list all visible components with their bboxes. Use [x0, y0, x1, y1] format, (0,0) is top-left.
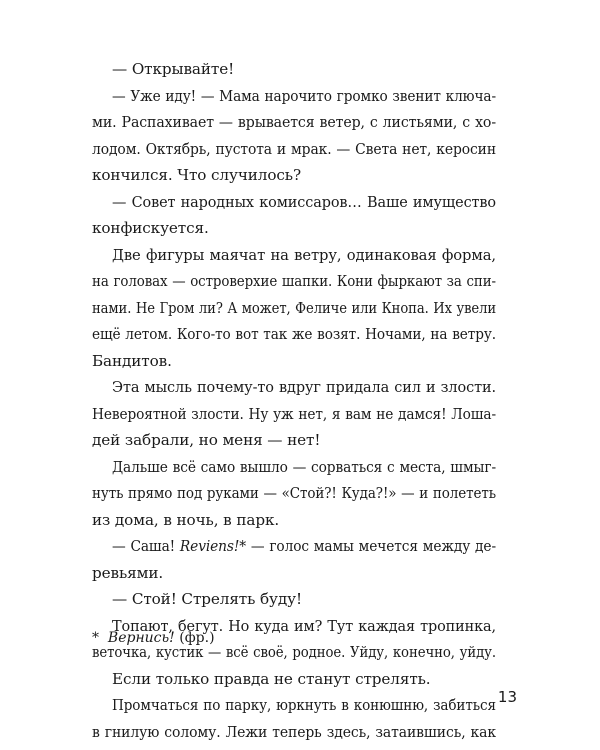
text-line: кончился. Что случилось? — [92, 166, 301, 184]
text-line: Эта мысль почему-то вдруг придала сил и злости. — [112, 378, 497, 396]
text-line: конфискуется. — [92, 219, 209, 237]
text-line: Бандитов. — [92, 351, 172, 370]
text-line: ревьями. — [92, 563, 164, 582]
text-line: Если только правда не станут стрелять. — [112, 669, 431, 688]
text-line: ещё летом. Кого-то вот так же возят. Ночами, на ветру. — [92, 325, 496, 343]
text-line: лодом. Октябрь, пустота и мрак. — Света нет, керосин — [92, 139, 496, 158]
text-line: дей забрали, но меня — нет! — [92, 431, 321, 449]
text-line: нуть прямо под руками — «Стой?! Куда?!» — и полететь — [92, 484, 496, 502]
text-line: нами. Не Гром ли? А может, Феличе или Кнопа. Их увели — [92, 298, 497, 317]
text-line: — Открывайте! — [112, 60, 235, 78]
text-line: — Уже иду! — Мама нарочито громко звенит ключа- — [112, 86, 497, 105]
text-segment: — Саша! — [112, 537, 180, 555]
text-line: — Совет народных комиссаров… Ваше имущество — [112, 192, 496, 211]
text-line: Топают, бегут. Но куда им? Тут каждая тропинка, — [112, 616, 497, 635]
text-line: из дома, в ночь, в парк. — [92, 510, 280, 529]
text-line: Дальше всё само вышло — сорваться с места, шмыг- — [112, 457, 497, 476]
text-line — [112, 533, 496, 560]
text-line: Две фигуры маячат на ветру, одинаковая форма, — [112, 245, 496, 264]
text-line: Промчаться по парку, юркнуть в конюшню, забиться — [112, 696, 497, 714]
text-line: веточка, кустик — всё своё, родное. Уйду, конечно, уйду. — [92, 643, 497, 661]
text-segment: — голос мамы мечется между де- — [246, 537, 497, 555]
text-line: в гнилую солому. Лежи теперь здесь, затаившись, как — [92, 722, 497, 741]
text-line: ми. Распахивает — врывается ветер, с листьями, с хо- — [92, 113, 496, 131]
footnote-word: Вернись! — [107, 630, 175, 646]
text-line: на головах — островерхие шапки. Кони фыркают за спи- — [92, 272, 496, 290]
footnote — [92, 628, 215, 648]
page-number: 13 — [497, 688, 517, 706]
footnote-marker: * — [92, 630, 99, 646]
footnote-language: (фр.) — [179, 630, 215, 646]
foreign-word: Reviens!* — [179, 537, 247, 555]
text-line: — Стой! Стрелять буду! — [112, 590, 302, 608]
text-line: Невероятной злости. Ну уж нет, я вам не дамся! Лоша- — [92, 404, 496, 423]
